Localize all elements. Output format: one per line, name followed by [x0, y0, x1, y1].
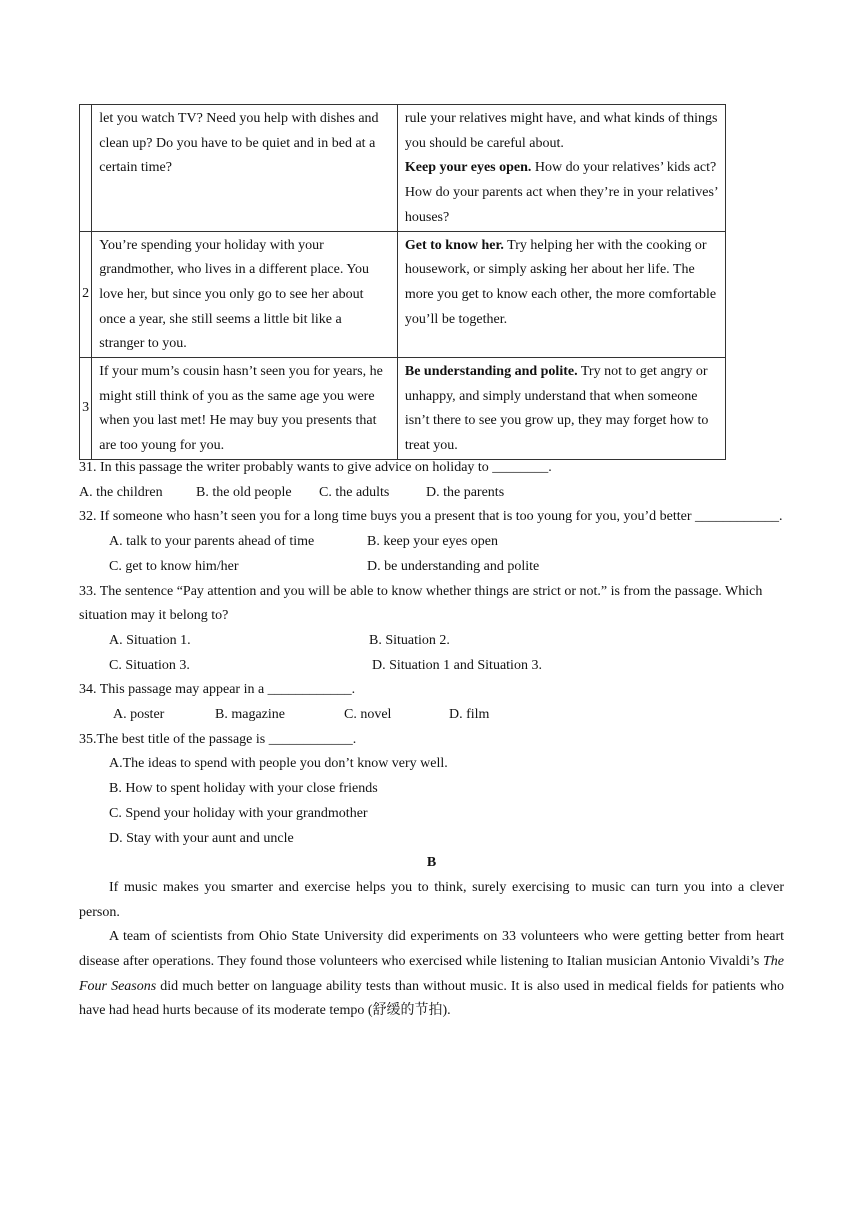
table-row [80, 358, 726, 460]
situations-table [79, 104, 726, 460]
section-heading: B [426, 855, 437, 871]
question-31-options [79, 481, 784, 506]
question-34-options [79, 703, 784, 728]
option-c: C. Spend your holiday with your grandmother [109, 805, 368, 821]
advice-cell [397, 358, 725, 460]
question-32-options [79, 555, 784, 580]
situation-number: 3 [80, 358, 92, 460]
option-d: D. film [449, 707, 490, 723]
option-a: A. the children [79, 484, 163, 500]
question-32-options [79, 530, 784, 555]
option-b: B. the old people [196, 484, 292, 500]
question-33-stem: 33. The sentence “Pay attention and you will be able to know whether things are strict or not.” is from the passage. Which situation may it belong to? [79, 583, 763, 624]
advice-cell [397, 231, 725, 358]
advice-text: rule your relatives might have, and what kinds of things you should be careful about. [404, 111, 718, 151]
situation-number: 2 [80, 231, 92, 358]
option-a: A. poster [113, 707, 165, 723]
option-d: D. Stay with your aunt and uncle [109, 830, 294, 846]
advice-text: Try not to get angry or unhappy, and simply understand that when someone isn’t there to see you grow up, they may forget how to treat you. [404, 364, 709, 454]
paragraph-text: did much better on language ability tests than without music. It is also used in medical fields for patients who have had head hurts because of its moderate tempo (舒缓的节拍). [79, 978, 784, 1019]
option-c: C. the adults [319, 484, 390, 500]
option-c: C. get to know him/her [109, 558, 239, 574]
option-a: A. Situation 1. [109, 632, 191, 648]
situation-text: You’re spending your holiday with your grandmother, who lives in a different place. You love her, but since you only go to see her about once a year, she still seems a little bit like a stranger to you. [92, 231, 398, 358]
option-c: C. Situation 3. [109, 657, 190, 673]
advice-title: Be understanding and polite. [404, 364, 578, 380]
question-34-stem: 34. This passage may appear in a ____________. [79, 682, 356, 698]
question-35-stem: 35.The best title of the passage is ____________. [79, 731, 357, 747]
option-a: A. talk to your parents ahead of time [109, 534, 315, 550]
advice-title: Keep your eyes open. [404, 160, 532, 176]
option-b: B. How to spent holiday with your close friends [109, 781, 378, 797]
passage-paragraph [79, 925, 784, 1024]
question-33-options [79, 654, 784, 679]
option-d: D. be understanding and polite [367, 558, 540, 574]
option-c: C. novel [344, 707, 392, 723]
question-33-options [79, 629, 784, 654]
passage-paragraph: If music makes you smarter and exercise helps you to think, surely exercising to music can turn you into a clever person. [79, 879, 784, 920]
option-d: D. Situation 1 and Situation 3. [372, 657, 542, 673]
paragraph-text: A team of scientists from Ohio State University did experiments on 33 volunteers who were getting better from heart disease after operations. They found those volunteers who exercised while listening to Italian musician Antonio Vivaldi’s [79, 929, 784, 970]
option-a: A.The ideas to spend with people you don’t know very well. [109, 756, 448, 772]
questions-section [79, 456, 784, 1024]
question-32-stem: 32. If someone who hasn’t seen you for a long time buys you a present that is too young for you, you’d better ____________. [79, 509, 783, 525]
advice-text: How do your relatives’ kids act? How do your parents act when they’re in your relatives’ houses? [404, 160, 718, 225]
work-title: The Four Seasons [79, 954, 784, 994]
option-d: D. the parents [426, 484, 505, 500]
situation-text: If your mum’s cousin hasn’t seen you for years, he might still think of you as the same age you were when you last met! He may buy you presents that are too young for you. [92, 358, 398, 460]
table-row [80, 231, 726, 358]
advice-cell [397, 105, 725, 232]
option-b: B. Situation 2. [369, 632, 450, 648]
question-31-stem: 31. In this passage the writer probably wants to give advice on holiday to ________. [79, 460, 552, 475]
advice-title: Get to know her. [404, 237, 504, 253]
option-b: B. keep your eyes open [367, 534, 499, 550]
situation-text: let you watch TV? Need you help with dishes and clean up? Do you have to be quiet and in bed at a certain time? [92, 105, 398, 232]
option-b: B. magazine [215, 707, 285, 723]
situation-number [80, 105, 92, 232]
table-row [80, 105, 726, 232]
advice-text: Try helping her with the cooking or housework, or simply asking her about her life. The more you get to know each other, the more comfortable you’ll be together. [404, 237, 717, 327]
